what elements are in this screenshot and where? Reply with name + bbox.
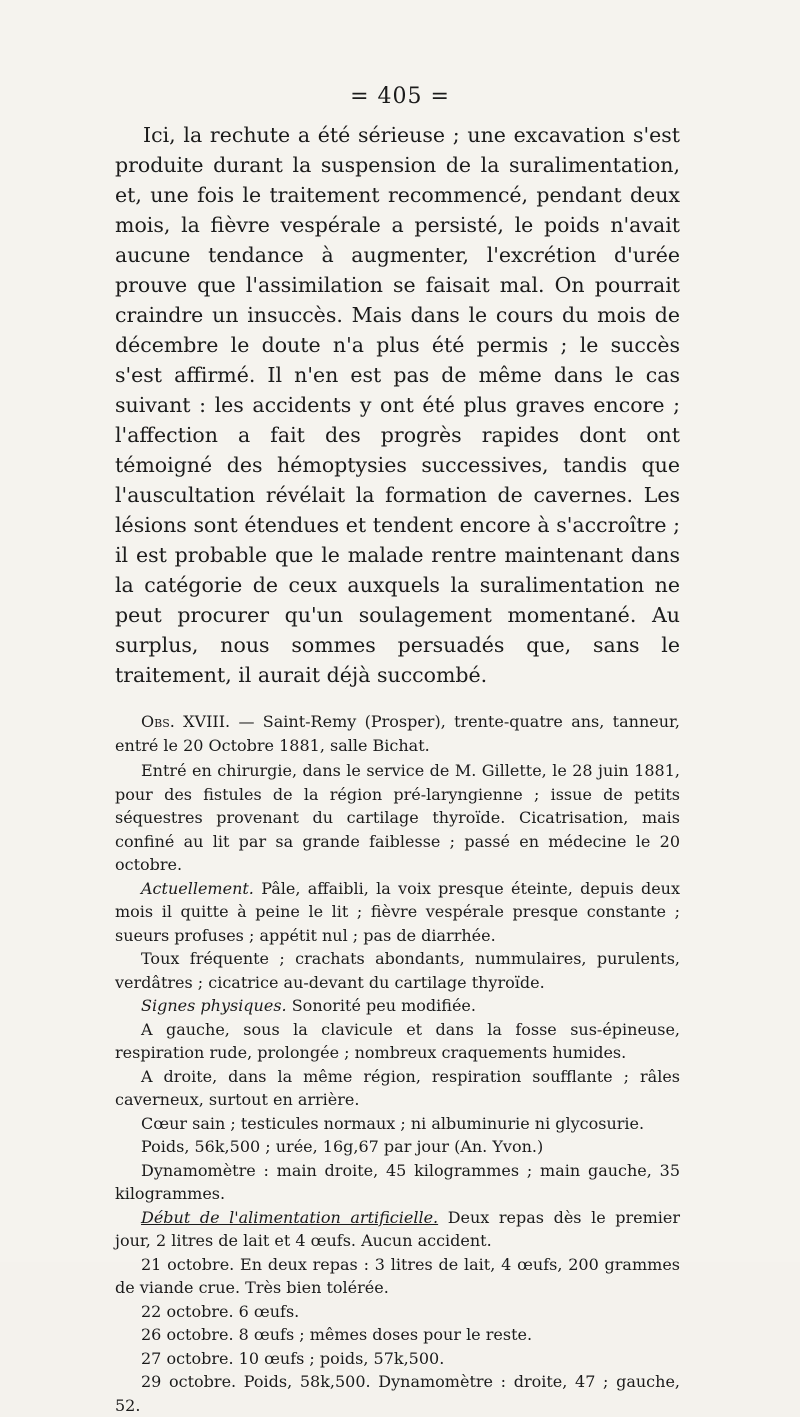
actuellement-text: Pâle, affaibli, la voix presque éteinte, depuis deux mois il quitte à peine le lit ; fièvre vespérale presque constante ; sueurs profuses ; appétit nul ; pas de diarrhée. — [115, 878, 681, 945]
oct26-paragraph: 26 octobre. 8 œufs ; mêmes doses pour le reste. — [141, 1325, 533, 1344]
debut-paragraph — [115, 1206, 680, 1253]
actuellement-paragraph — [115, 877, 680, 948]
debut-text: Deux repas dès le premier jour, 2 litres de lait et 4 œufs. Aucun accident. — [115, 1207, 680, 1250]
observation-heading-text: — Saint-Remy (Prosper), trente-quatre ans, tanneur, entré le 20 Octobre 1881, salle Bichat. — [115, 712, 680, 755]
coeur-paragraph: Cœur sain ; testicules normaux ; ni albuminurie ni glycosurie. — [141, 1113, 645, 1133]
poids-paragraph: Poids, 56k,500 ; urée, 16g,67 par jour (An. Yvon.) — [141, 1137, 544, 1156]
signes-label: Signes physiques. — [141, 996, 287, 1015]
oct27-paragraph: 27 octobre. 10 œufs ; poids, 57k,500. — [141, 1348, 445, 1368]
gauche-paragraph: A gauche, sous la clavicule et dans la fosse sus-épineuse, respiration rude, prolongée ; nombreux craquements humides. — [115, 1019, 680, 1062]
debut-label: Début de l'alimentation artificielle. — [141, 1207, 439, 1227]
actuellement-label: Actuellement. — [141, 878, 254, 898]
oct21-paragraph: 21 octobre. En deux repas : 3 litres de lait, 4 œufs, 200 grammes de viande crue. Très bien tolérée. — [115, 1254, 680, 1297]
text-column — [115, 120, 680, 1417]
observation-section — [115, 710, 680, 1417]
observation-intro: Entré en chirurgie, dans le service de M. Gillette, le 28 juin 1881, pour des fistules de la région pré-laryngienne ; issue de petits séquestres provenant du cartilage thyroïde. Cicatrisation, mais confiné au lit par sa grande faiblesse ; passé en médecine le 20 octobre. — [115, 761, 680, 874]
dynamometre-paragraph: Dynamomètre : main droite, 45 kilogrammes ; main gauche, 35 kilogrammes. — [115, 1160, 680, 1203]
droite-paragraph: A droite, dans la même région, respiration soufflante ; râles caverneux, surtout en arrière. — [115, 1066, 680, 1109]
oct22-paragraph: 22 octobre. 6 œufs. — [141, 1301, 300, 1321]
toux-paragraph: Toux fréquente ; crachats abondants, nummulaires, purulents, verdâtres ; cicatrice au-devant du cartilage thyroïde. — [115, 949, 680, 992]
signes-paragraph — [115, 994, 680, 1018]
main-paragraph: Ici, la rechute a été sérieuse ; une excavation s'est produite durant la suspension de la suralimentation, et, une fois le traitement recommencé, pendant deux mois, la fièvre vespérale a persisté, le poids n'avait aucune tendance à augmenter, l'excrétion d'urée prouve que l'assimilation se faisait mal. On pourrait craindre un insuccès. Mais dans le cours du mois de décembre le doute n'a plus été permis ; le succès s'est affirmé. Il n'en est pas de même dans le cas suivant : les accidents y ont été plus graves encore ; l'affection a fait des progrès rapides dont ont témoigné des hémoptysies successives, tandis que l'auscultation révélait la formation de cavernes. Les lésions sont étendues et tendent encore à s'accroître ; il est probable que le malade rentre maintenant dans la catégorie de ceux auxquels la suralimentation ne peut procurer qu'un soulagement momentané. Au surplus, nous sommes persuadés que, sans le traitement, il aurait déjà succombé. — [115, 123, 680, 687]
signes-text: Sonorité peu modifiée. — [291, 996, 476, 1015]
page-number: = 405 = — [350, 84, 450, 109]
oct29-paragraph: 29 octobre. Poids, 58k,500. Dynamomètre : droite, 47 ; gauche, 52. — [115, 1372, 680, 1415]
observation-label: Obs. XVIII. — [141, 712, 231, 731]
observation-heading — [115, 710, 680, 757]
main-text — [115, 120, 680, 690]
